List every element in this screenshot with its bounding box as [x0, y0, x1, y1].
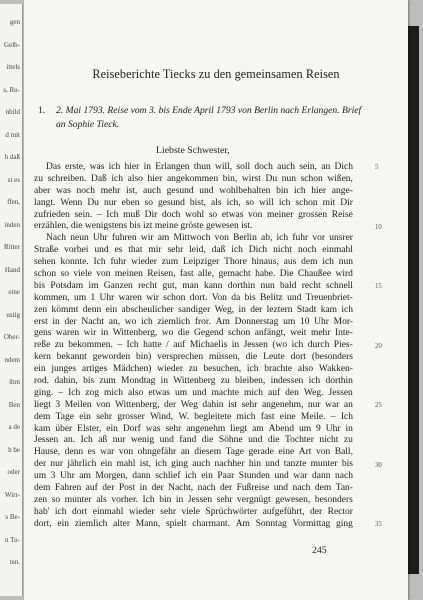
text-line: der nur jährlich ein mahl ist, ich ging auch nachher hin und tanzte munter bis	[34, 459, 353, 470]
left-page-fragment: eine	[8, 288, 20, 296]
text-line: sehen konnte. Ich fuhr wieder zum Leipziger Thore hinaus, aus dem ich nun	[34, 257, 353, 268]
left-page-fragment: d mit	[5, 130, 20, 139]
left-page-fragment: s Be-	[5, 513, 20, 521]
left-page-fragment: ihm	[9, 378, 20, 386]
book-page	[24, 0, 408, 600]
left-page-fragment: ittels	[6, 63, 20, 71]
heading-line: an Sophie Tieck.	[56, 118, 120, 130]
left-page-fragment: inden	[4, 220, 20, 229]
left-page-fragment: ten.	[9, 558, 20, 566]
page-number: 245	[312, 545, 327, 556]
text-line: dort, ein ziemlich alter Mann, spielt charmant. Am Sonntag Vormittag ging	[34, 518, 353, 529]
text-line: ein junges artiges Mädchen) wieder zu besuchen, ich brachte also Wakken-	[34, 364, 353, 375]
left-page-fragment: s, Ru-	[3, 85, 20, 94]
text-line: Hause, denn es war von ohngefähr an diesem Tage gerade eine Art von Ball,	[34, 447, 353, 458]
left-page-fragment: gen	[9, 18, 20, 26]
text-line: kern bekannt geworden bin) versprechen müssen, die Leute dort (besonders	[34, 352, 353, 363]
text-line: Straße vorbei und es that mir sehr leid, daß ich Dich nicht noch einmahl	[34, 245, 353, 256]
text-line: zu schreiben. Daß ich also hier angekommen bin, wirst Du nun schon wißen,	[34, 173, 353, 184]
left-page-fragment: ffen,	[7, 198, 20, 206]
left-page-fragment: Wirr-	[4, 490, 20, 499]
text-line: Das erste, was ich hier in Erlangen thun will, soll doch auch sein, an Dich	[46, 162, 353, 172]
line-number: 20	[375, 342, 382, 350]
left-page-fragment: Gelb-	[4, 40, 20, 49]
letter-number: 1.	[38, 105, 46, 116]
left-page-fragment: st es	[7, 175, 20, 184]
book-edge	[407, 26, 419, 574]
text-line: Jessen an. Ich aß nur wenig und fand die Söhne und die Tochter nicht zu	[34, 435, 353, 446]
text-line: aber was noch mehr ist, auch gesund und wohlbehalten bin ich hier ange-	[34, 185, 353, 196]
text-line: zufrieden sein. – Ich muß Dir doch wohl so etwas von meiner grossen Reise	[34, 209, 353, 220]
left-page-fragment: Ritter	[4, 243, 20, 251]
text-line: um 3 Uhr am Morgen, dann schlief ich ein Paar Stunden und war dann nach	[34, 471, 353, 482]
text-line: erzählen, die wenigstens bis izt meine gröste gewesen ist.	[34, 221, 253, 232]
page-title: Reiseberichte Tiecks zu den gemeinsamen Reisen	[92, 67, 340, 81]
text-line: dem Fahren auf der Post in der Nacht, nach der Fußreise und nach dem Tan-	[34, 483, 353, 494]
left-page-fragment: h daß	[4, 153, 20, 161]
left-page-fragment: oder	[7, 468, 20, 476]
text-line: liegt 3 Meilen von Wittenberg, der Weg dahin ist sehr angenehm, nur war an	[34, 399, 353, 410]
left-page-fragment: ustig	[6, 310, 20, 319]
letter-heading	[38, 104, 362, 131]
text-line: erst in der Nacht an, wo ich ziemlich fror. Am Donnerstag um 10 Uhr Mor-	[34, 316, 353, 327]
left-page-fragment: h be	[8, 445, 20, 454]
letter-heading-text	[56, 104, 362, 131]
left-page-fragment: ndem	[4, 355, 20, 364]
heading-line: 2. Mai 1793. Reise vom 3. bis Ende April 1793 von Berlin nach Erlangen. Brief	[56, 105, 362, 116]
text-line: rod. dahin, bis zum Mondtag in Wittenberg zu bleiben, indessen ich dorthin	[34, 376, 353, 387]
line-number: 5	[375, 164, 379, 171]
left-page-fragment: Hand	[4, 265, 20, 274]
text-line: kam über Elster, ein Dorf was sehr angenehm liegt am Abend um 9 Uhr in	[34, 423, 353, 434]
line-number: 30	[375, 461, 382, 469]
left-page-fragment: nbild	[5, 108, 20, 116]
text-line: hab' ich dort einmahl wieder sehr viele Sprüchwörter aufgeführt, der Rector	[34, 506, 353, 517]
left-page-fragment: Ben	[8, 400, 20, 409]
text-line: Nach neun Uhr fuhren wir am Mittwoch von Berlin ab, ich fuhr vor unsrer	[46, 233, 353, 244]
left-page-edge	[0, 4, 23, 596]
line-number: 35	[375, 521, 382, 528]
left-page-fragment: Ober-	[3, 333, 20, 341]
letter-body	[34, 162, 353, 531]
left-page-fragment: n Tu-	[5, 535, 20, 544]
line-number: 15	[375, 283, 382, 290]
text-line: kommen, um 1 Uhr waren wir schon dort. Von da bis Belitz und Treuenbriet-	[34, 292, 353, 303]
text-line: ging. – Ich zog mich also etwas um und machte mich auf den Weg. Jessen	[34, 387, 353, 398]
text-line: schon so viele von meinen Reisen, fast alle, gemacht habe. Die Chaußee wird	[34, 269, 353, 280]
text-line: dem Tage ein sehr grosser Wind, W. begleitete mich fast eine Meile. – Ich	[34, 411, 353, 422]
text-line: gens waren wir in Wittenberg, wo die Gegend schon anfängt, weit mehr Inte-	[34, 328, 353, 339]
text-line: reße zu bekommen. – Ich hatte / auf Michaelis in Jessen (wo ich durch Pies-	[34, 340, 353, 351]
left-page-fragment: a de	[8, 423, 20, 431]
text-line: zen so munter als vorher. Ich bin in Jessen sehr vergnügt gewesen, besonders	[34, 494, 353, 505]
text-line: zen kömmt denn ein abscheulicher sandiger Weg, in der leztern Stadt kam ich	[34, 304, 353, 315]
line-number: 10	[375, 223, 382, 231]
text-line: bis Potsdam im Ganzen recht gut, man kann dorthin nun bald recht schnell	[34, 280, 353, 291]
line-number: 25	[375, 402, 382, 409]
salutation: Liebste Schwester,	[156, 145, 230, 156]
text-line: langt. Wenn Du nur eben so gesund bist, als ich, so will ich schon mit Dir	[34, 197, 353, 208]
